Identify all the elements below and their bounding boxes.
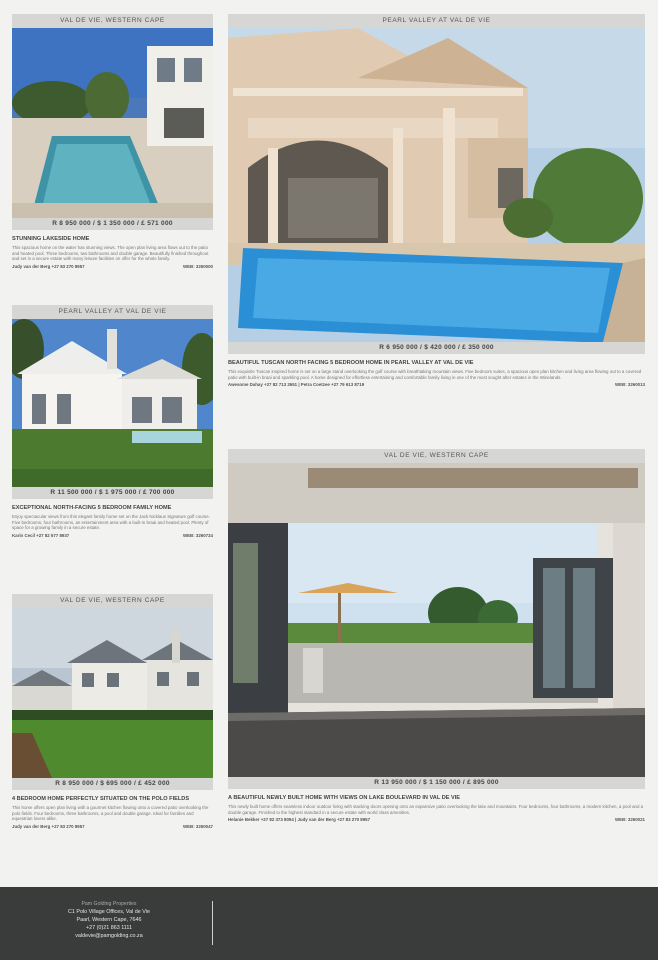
listing-contact: Judy van der Berg +27 83 270 8957 xyxy=(12,823,85,829)
footer-divider xyxy=(212,901,213,945)
listing-footer xyxy=(228,382,645,387)
listing-headline: EXCEPTIONAL NORTH-FACING 5 BEDROOM FAMILY HOME xyxy=(12,505,172,511)
listing-description: This home offers open plan living with a gourmet kitchen flowing onto a covered patio overlooking the polo fields. Four bedrooms, three bathrooms, a pool and double garage. Ideal for families and equestrian lovers alike. xyxy=(12,805,209,822)
listing-location-tag: VAL DE VIE, WESTERN CAPE xyxy=(12,14,213,28)
listing-card-2 xyxy=(12,305,213,538)
listing-card-1 xyxy=(12,14,213,269)
office-address xyxy=(34,900,184,940)
listing-description: This spacious home on the water has stunning views. The open plan living area flows out to the patio and heated pool. Three bedrooms, two bathrooms and double garage. Beautifully finished throughout and set in a secure estate with many leisure facilities on offer for the whole family. xyxy=(12,245,209,262)
listing-description: This exquisite Tuscan inspired home is set on a large stand overlooking the golf course with breathtaking mountain views. Five bedroom suites, a spacious open plan kitchen and living area flowing out to a covered patio with built-in braai and sparkling pool. A home designed for effortless entertaining and comfortable family living in one of the most sought after estates in the Winelands. xyxy=(228,369,642,380)
listing-ref: WEB: 3260021 xyxy=(614,817,645,823)
listing-card-5 xyxy=(228,449,645,822)
listing-contact: Helanie Bekker +27 82 373 8094 | Judy van der Berg +27 83 270 8957 xyxy=(228,817,371,823)
office-phone: +27 (0)21 863 1111 xyxy=(85,925,132,931)
listing-headline: 4 BEDROOM HOME PERFECTLY SITUATED ON THE POLO FIELDS xyxy=(12,796,190,802)
listing-photo xyxy=(12,608,213,778)
listing-price: R 11 500 000 / $ 1 975 000 / £ 700 000 xyxy=(12,487,213,499)
listing-location-tag: PEARL VALLEY AT VAL DE VIE xyxy=(228,14,645,28)
listing-photo xyxy=(228,463,645,777)
listing-footer xyxy=(228,817,645,822)
listing-photo xyxy=(12,28,213,218)
listing-footer xyxy=(12,533,213,538)
listing-ref: WEB: 3260000 xyxy=(182,263,213,269)
address-line-1: C1 Polo Village Offices, Val de Vie xyxy=(67,909,150,915)
listing-headline: STUNNING LAKESIDE HOME xyxy=(12,236,90,242)
listing-description: Enjoy spectacular views from this elegant family home set on the Jack Nicklaus Signature golf course. Five bedrooms, four bathrooms, an entertainment area with a built-in braai and heated pool. Plenty of space for a growing family in a secure estate. xyxy=(12,514,210,531)
listing-card-4 xyxy=(228,14,645,387)
listing-headline: BEAUTIFUL TUSCAN NORTH FACING 5 BEDROOM HOME IN PEARL VALLEY AT VAL DE VIE xyxy=(228,360,474,366)
listing-photo xyxy=(228,28,645,342)
listing-contact: Judy van der Berg +27 83 270 8957 xyxy=(12,263,85,269)
listing-location-tag: VAL DE VIE, WESTERN CAPE xyxy=(228,449,645,463)
listing-price: R 8 950 000 / $ 695 000 / £ 452 000 xyxy=(12,778,213,790)
listing-description: This newly built home offers seamless indoor outdoor living with stacking doors opening onto an expansive patio overlooking the lake and mountains. Four bedrooms, four bathrooms, a modern kitchen, a pool and a double garage. Finished to the highest standard in a secure estate with world class amenities. xyxy=(228,804,644,815)
listing-price: R 6 950 000 / $ 420 000 / £ 350 000 xyxy=(228,342,645,354)
listing-contact: Karin Cecil +27 82 577 8937 xyxy=(12,532,70,538)
listing-ref: WEB: 3260013 xyxy=(614,382,645,388)
office-footer xyxy=(0,887,658,960)
listing-ref: WEB: 3260047 xyxy=(182,823,213,829)
listing-footer xyxy=(12,264,213,269)
listing-price: R 13 950 000 / $ 1 150 000 / £ 895 000 xyxy=(228,777,645,789)
listing-headline: A BEAUTIFUL NEWLY BUILT HOME WITH VIEWS ON LAKE BOULEVARD IN VAL DE VIE xyxy=(228,795,461,801)
listing-location-tag: PEARL VALLEY AT VAL DE VIE xyxy=(12,305,213,319)
listing-contact: Awesome Dahay +27 82 713 2651 | Petra Coetzee +27 79 613 8719 xyxy=(228,382,365,388)
listing-card-3 xyxy=(12,594,213,829)
address-line-2: Paarl, Western Cape, 7646 xyxy=(76,917,142,923)
office-email[interactable]: valdevie@pamgolding.co.za xyxy=(75,933,143,939)
listing-ref: WEB: 3260724 xyxy=(182,532,213,538)
listing-price: R 8 950 000 / $ 1 350 000 / £ 571 000 xyxy=(12,218,213,230)
listing-location-tag: VAL DE VIE, WESTERN CAPE xyxy=(12,594,213,608)
listing-photo xyxy=(12,319,213,487)
brand-name: Pam Golding Properties xyxy=(81,901,137,907)
listing-footer xyxy=(12,824,213,829)
